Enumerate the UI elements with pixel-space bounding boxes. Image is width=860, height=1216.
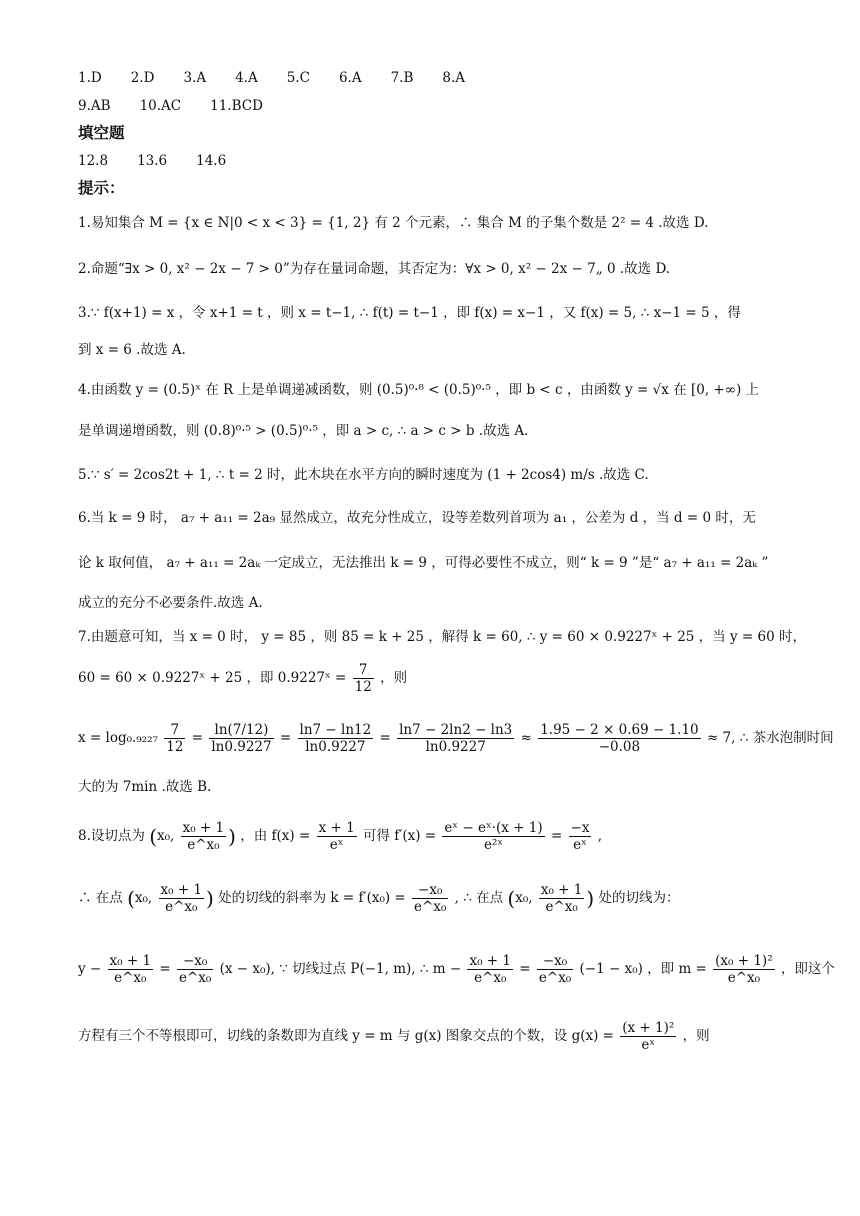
hint-2: 2.命题“∃x > 0, x² − 2x − 7 > 0”为存在量词命题，其否定为：∀x > 0, x² − 2x − 7„ 0 .故选 D. <box>78 261 671 277</box>
answer-1: 1.D <box>78 70 102 86</box>
frac-point-y-3: $\frac{\text{x₀ + 1}}{\text{e\textasciicircum{}x₀}}$ <box>540 882 583 915</box>
fill-answer-12: 12.8 <box>78 153 109 169</box>
frac-slope-3: $\frac{\text{−x₀}}{\text{e\textasciicircum{}x₀}}$ <box>538 953 572 986</box>
frac-fpx-2: $\frac{-x}{\text{eˣ}}$ <box>570 820 590 853</box>
fill-answer-14: 14.6 <box>196 153 227 169</box>
hint-3-line-1: 3.∵ f(x+1) = x ，令 x+1 = t ，则 x = t−1, ∴ f(t) = t−1 ，即 f(x) = x−1 ，又 f(x) = 5, ∴ x−1 = 5 ，得 <box>78 305 741 321</box>
hint-6-line-3: 成立的充分不必要条件.故选 A. <box>78 595 263 611</box>
hint-8-line-1: 8.设切点为 (x₀, $\frac{\text{x₀ + 1}}{\text{e\textasciicircum{}x₀}}$ ) ，由 f(x) = $\frac{x + 1}{\text{eˣ}}$ 可得 f′(x) = $\frac{\text{eˣ − eˣ·(x + 1)}}{\text{e²ˣ}}$ = $\frac{-x}{\text{eˣ}}$ , <box>78 820 603 853</box>
hint-7-line-4: 大的为 7min .故选 B. <box>78 779 212 795</box>
hint-4-line-2: 是单调递增函数，则 (0.8)⁰·⁵ > (0.5)⁰·⁵ ，即 a > c, ∴ a > c > b .故选 A. <box>78 423 529 439</box>
answer-4: 4.A <box>235 70 258 86</box>
frac-slope-2: $\frac{\text{−x₀}}{\text{e\textasciicircum{}x₀}}$ <box>178 953 212 986</box>
frac-fx: $\frac{x + 1}{\text{eˣ}}$ <box>318 820 355 853</box>
frac-point-y-5: $\frac{\text{x₀ + 1}}{\text{e\textasciicircum{}x₀}}$ <box>469 953 511 986</box>
answer-9: 9.AB <box>78 98 111 114</box>
frac-ln-ratio: $\frac{\ln(7/12)}{\ln 0.9227}$ <box>211 722 272 755</box>
hint-6-line-1: 6.当 k = 9 时， a₇ + a₁₁ = 2a₉ 显然成立，故充分性成立，设等差数列首项为 a₁ ，公差为 d ，当 d = 0 时，无 <box>78 510 756 526</box>
frac-numeric: $\frac{1.95 - 2 \times 0.69 - 1.10}{-0.08}$ <box>540 722 699 755</box>
hint-7-line-1: 7.由题意可知，当 x = 0 时， y = 85 ，则 85 = k + 25 ，解得 k = 60, ∴ y = 60 × 0.9227ˣ + 25 ，当 y = 60 时， <box>78 629 806 645</box>
answer-10: 10.AC <box>139 98 182 114</box>
hint-3-line-2: 到 x = 6 .故选 A. <box>78 342 186 358</box>
hint-8-line-4: 方程有三个不等根即可，切线的条数即为直线 y = m 与 g(x) 图象交点的个数，设 g(x) = $\frac{\text{(x + 1)²}}{\text{eˣ}}$ ，则 <box>78 1020 710 1053</box>
fill-answers <box>78 151 782 171</box>
hint-7-line-3: x = log₀.₉₂₂₇ $\frac{7}{12}$ = $\frac{\ln(7/12)}{\ln 0.9227}$ = $\frac{\ln 7 - \ln 12}{\ln 0.9227}$ = $\frac{\ln 7 - 2\ln 2 - \ln 3}{\ln 0.9227}$ ≈ $\frac{1.95 - 2 \times 0.69 - 1.10}{-0.08}$ ≈ 7, ∴ 茶水泡制时间 <box>78 722 834 755</box>
answer-11: 11.BCD <box>210 98 263 114</box>
frac-point-y-4: $\frac{\text{x₀ + 1}}{\text{e\textasciicircum{}x₀}}$ <box>109 953 152 986</box>
frac-m-value: $\frac{\text{(x₀ + 1)²}}{\text{e\textasciicircum{}x₀}}$ <box>715 953 773 986</box>
frac-gx: $\frac{\text{(x + 1)²}}{\text{eˣ}}$ <box>622 1020 675 1053</box>
answers-row-1 <box>78 68 782 88</box>
frac-seven-twelfths-2: $\frac{7}{12}$ <box>166 722 184 755</box>
frac-ln-expand: $\frac{\ln 7 - 2\ln 2 - \ln 3}{\ln 0.9227}$ <box>399 722 513 755</box>
fill-heading: 填空题 <box>78 124 125 142</box>
hint-8-line-3: y − $\frac{\text{x₀ + 1}}{\text{e\textasciicircum{}x₀}}$ = $\frac{\text{−x₀}}{\text{e\textasciicircum{}x₀}}$ (x − x₀), ∵ 切线过点 P(−1, m), ∴ m − $\frac{\text{x₀ + 1}}{\text{e\textasciicircum{}x₀}}$ = $\frac{\text{−x₀}}{\text{e\textasciicircum{}x₀}}$ (−1 − x₀) ，即 m = $\frac{\text{(x₀ + 1)²}}{\text{e\textasciicircum{}x₀}}$ ，即这个 <box>78 953 835 986</box>
frac-ln-diff: $\frac{\ln 7 - \ln 12}{\ln 0.9227}$ <box>299 722 372 755</box>
hint-1: 1.易知集合 M = {x ∈ N|0 < x < 3} = {1, 2} 有 2 个元素，∴ 集合 M 的子集个数是 2² = 4 .故选 D. <box>78 215 709 231</box>
hint-5: 5.∵ s′ = 2cos2t + 1, ∴ t = 2 时，此木块在水平方向的瞬时速度为 (1 + 2cos4) m/s .故选 C. <box>78 467 649 483</box>
answer-6: 6.A <box>338 70 362 86</box>
frac-fpx-1: $\frac{\text{eˣ − eˣ·(x + 1)}}{\text{e²ˣ}}$ <box>444 820 543 853</box>
answer-7: 7.B <box>390 70 414 86</box>
answer-5: 5.C <box>286 70 310 86</box>
hint-7-line-2: 60 = 60 × 0.9227ˣ + 25 ，即 0.9227ˣ = $\frac{7}{12}$ ，则 <box>78 662 408 695</box>
frac-seven-twelfths: $\frac{7}{12}$ <box>354 662 372 695</box>
hint-8-line-2: ∴ 在点 (x₀, $\frac{\text{x₀ + 1}}{\text{e\textasciicircum{}x₀}}$ ) 处的切线的斜率为 k = f′(x₀) = $\frac{\text{−x₀}}{\text{e\textasciicircum{}x₀}}$ , ∴ 在点 (x₀, $\frac{\text{x₀ + 1}}{\text{e\textasciicircum{}x₀}}$ ) 处的切线为： <box>78 882 680 915</box>
fill-answer-13: 13.6 <box>137 153 168 169</box>
answer-8: 8.A <box>442 70 466 86</box>
frac-point-y-2: $\frac{\text{x₀ + 1}}{\text{e\textasciicircum{}x₀}}$ <box>160 882 203 915</box>
hint-6-line-2: 论 k 取何值， a₇ + a₁₁ = 2aₖ 一定成立，无法推出 k = 9 ，可得必要性不成立，则“ k = 9 ”是“ a₇ + a₁₁ = 2aₖ ” <box>78 555 769 571</box>
frac-slope: $\frac{\text{−x₀}}{\text{e\textasciicircum{}x₀}}$ <box>414 882 447 915</box>
answer-3: 3.A <box>183 70 207 86</box>
frac-point-y: $\frac{\text{x₀ + 1}}{\text{e\textasciicircum{}x₀}}$ <box>182 820 225 853</box>
answer-2: 2.D <box>130 70 155 86</box>
answers-row-2 <box>78 96 782 116</box>
hint-4-line-1: 4.由函数 y = (0.5)ˣ 在 R 上是单调递减函数，则 (0.5)⁰·⁸ < (0.5)⁰·⁵ ，即 b < c ，由函数 y = √x 在 [0, +∞) 上 <box>78 382 760 398</box>
hint-heading: 提示： <box>78 179 125 197</box>
